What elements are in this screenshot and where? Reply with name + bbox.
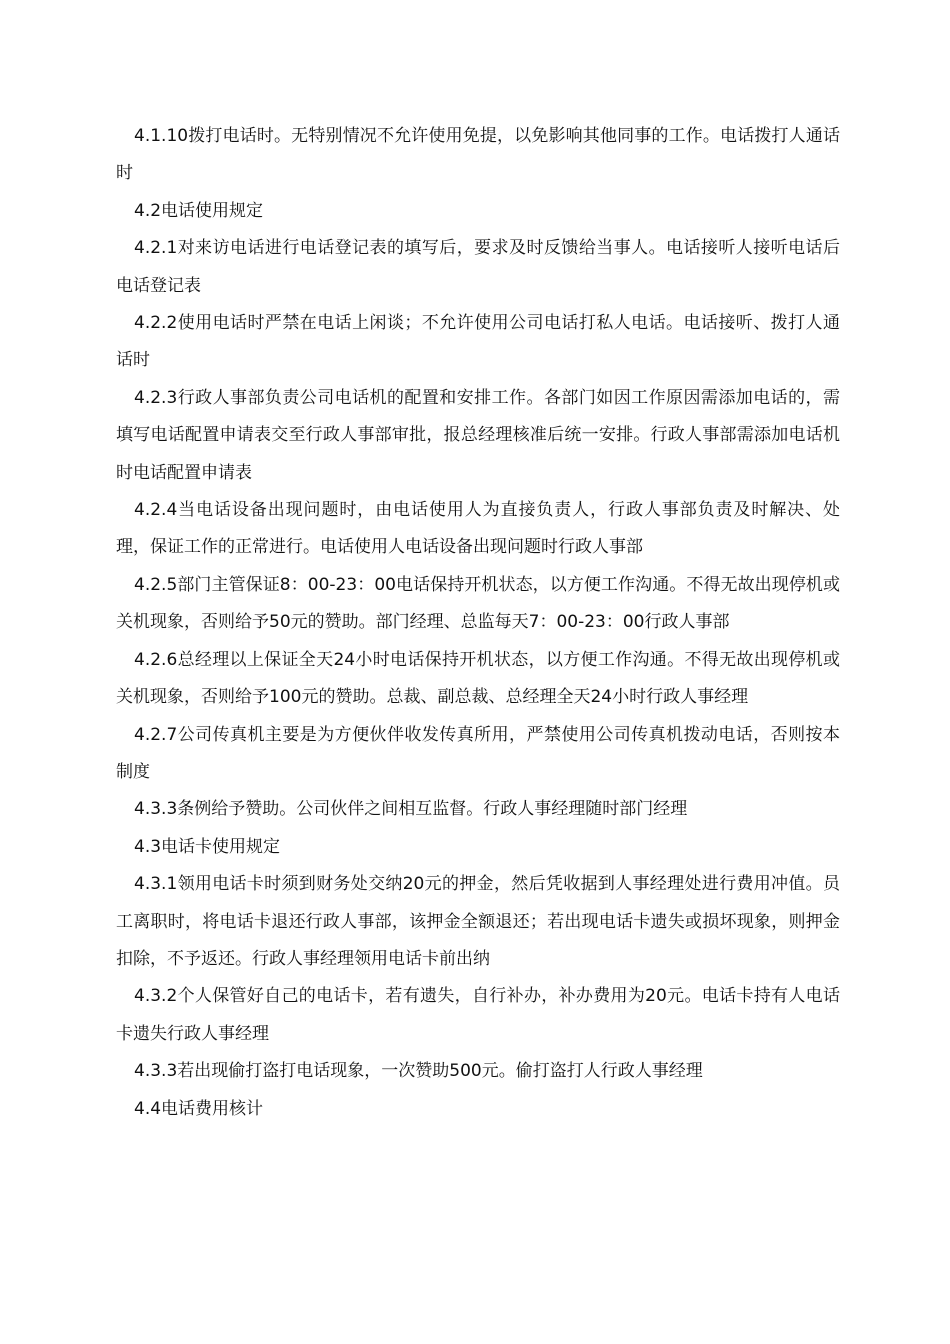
paragraph-4-3-3-continuation: 4.3.3条例给予赞助。公司伙伴之间相互监督。行政人事经理随时部门经理	[134, 799, 688, 820]
heading-4-4: 4.4电话费用核计	[134, 1098, 264, 1119]
paragraph-4-2-6: 4.2.6总经理以上保证全天24小时电话保持开机状态，以方便工作沟通。不得无故出现停机或关机现象，否则给予100元的赞助。总裁、副总裁、总经理全天24小时行政人事经理	[116, 649, 840, 708]
paragraph-4-2-1: 4.2.1对来访电话进行电话登记表的填写后，要求及时反馈给当事人。电话接听人接听电话后电话登记表	[116, 238, 840, 296]
paragraph-4-2-7: 4.2.7公司传真机主要是为方便伙伴收发传真所用，严禁使用公司传真机拨动电话，否则按本制度	[116, 724, 840, 782]
paragraph-4-2-5: 4.2.5部门主管保证8：00-23：00电话保持开机状态，以方便工作沟通。不得无故出现停机或关机现象，否则给予50元的赞助。部门经理、总监每天7：00-23：00行政人事部	[116, 574, 840, 633]
paragraph-4-3-1: 4.3.1领用电话卡时须到财务处交纳20元的押金，然后凭收据到人事经理处进行费用冲值。员工离职时，将电话卡退还行政人事部，该押金全额退还；若出现电话卡遗失或损坏现象，则押金扣除，不予返还。行政人事经理领用电话卡前出纳	[116, 874, 840, 969]
heading-4-2: 4.2电话使用规定	[134, 200, 264, 221]
document-body	[116, 118, 840, 1128]
paragraph-4-3-3: 4.3.3若出现偷打盗打电话现象，一次赞助500元。偷打盗打人行政人事经理	[134, 1061, 703, 1082]
paragraph-4-2-2: 4.2.2使用电话时严禁在电话上闲谈；不允许使用公司电话打私人电话。电话接听、拨打人通话时	[116, 313, 840, 371]
paragraph-4-2-4: 4.2.4当电话设备出现问题时，由电话使用人为直接负责人，行政人事部负责及时解决、处理，保证工作的正常进行。电话使用人电话设备出现问题时行政人事部	[116, 500, 840, 558]
paragraph-4-3-2: 4.3.2个人保管好自己的电话卡，若有遗失，自行补办，补办费用为20元。电话卡持有人电话卡遗失行政人事经理	[116, 986, 840, 1044]
heading-4-3: 4.3电话卡使用规定	[134, 836, 281, 857]
paragraph-4-1-10: 4.1.10拨打电话时。无特别情况不允许使用免提，以免影响其他同事的工作。电话拨打人通话时	[116, 126, 840, 184]
paragraph-4-2-3: 4.2.3行政人事部负责公司电话机的配置和安排工作。各部门如因工作原因需添加电话的，需填写电话配置申请表交至行政人事部审批，报总经理核准后统一安排。行政人事部需添加电话机时电话配置申请表	[116, 387, 840, 483]
